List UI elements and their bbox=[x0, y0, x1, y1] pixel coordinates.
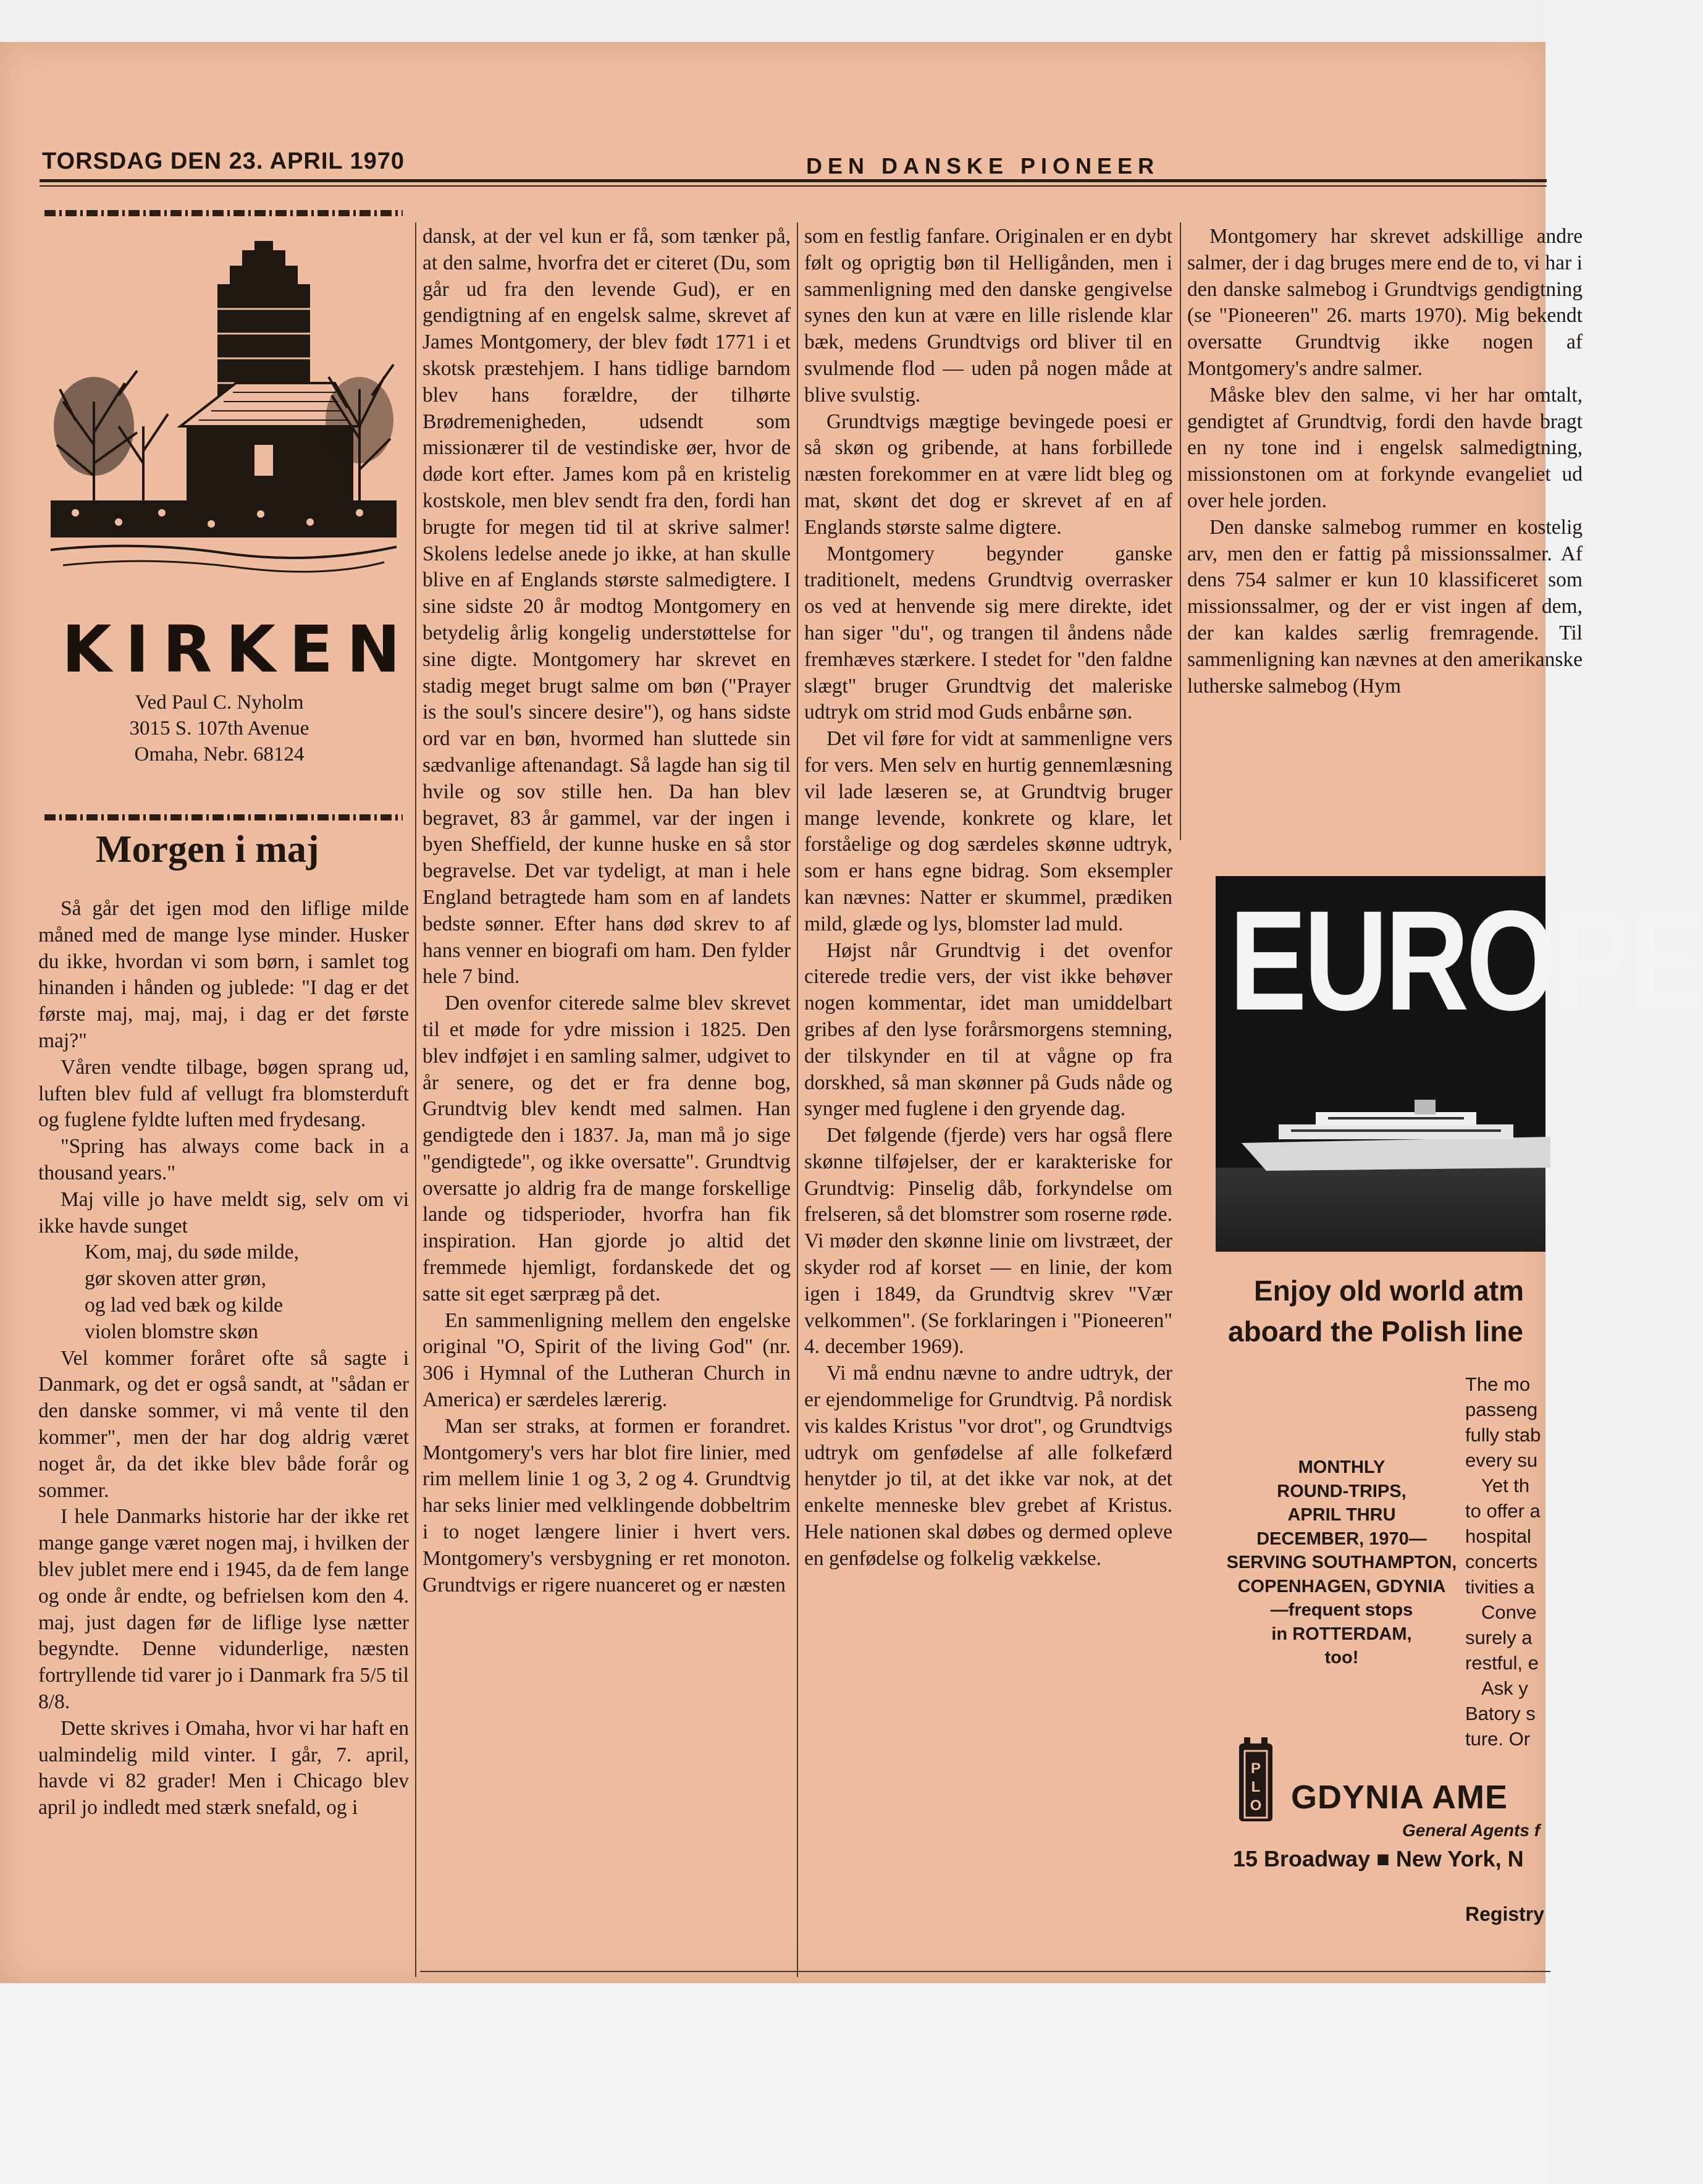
ad-agents-line: General Agents f bbox=[1402, 1821, 1541, 1840]
section-editor-address bbox=[74, 689, 364, 767]
paragraph: som en festlig fanfare. Originalen er en dybt følt og oprigtig bøn til Helligånden, men i sammenligning med den danske gengivelse synes den kun at være en lille rislende klar bæk, medens Grundtvigs ord bliver til en svulmende flod — uden på nogen måde at blive svulstig. bbox=[804, 225, 1172, 407]
masthead-rule-thin bbox=[40, 185, 1547, 187]
paragraph: Højst når Grundtvig i det ovenfor citerede tredie vers, der vist ikke behøver nogen kommentar, idet man umiddelbart gribes af den lyse forårsmorgens stemning, der tilskynder en til at vågne op fra dorskhed, så man skønner på Guds nåde og synger med fuglene i den gryende dag. bbox=[804, 938, 1172, 1121]
paragraph: En sammenligning mellem den engelske original "O, Spirit of the living God" (nr. 306 i Hymnal of the Lutheran Church in America) er særdeles lærerig. bbox=[423, 1309, 791, 1412]
svg-text:L: L bbox=[1251, 1779, 1261, 1795]
scan-background-top bbox=[0, 0, 1545, 43]
paragraph: Montgomery begynder ganske traditionelt, medens Grundtvig overrasker os ved at henvende sig mere direkte, idet han siger "du", og trangen til åndens nåde fremhæves stærkere. I stedet for "den faldne slægt" bruger Grundtvig det maleriske udtryk om strid mod Guds enbårne søn. bbox=[804, 542, 1172, 724]
editor-name: Ved Paul C. Nyholm bbox=[135, 691, 304, 714]
ad-headline: EUROPE bbox=[1229, 881, 1703, 1040]
paragraph: Så går det igen mod den liflige milde måned med de mange lyse minder. Husker du ikke, hvordan vi som børn, i samlet tog hinanden i hånden og jublede: "I dag er det første maj, maj, maj, i dag er det første maj?" bbox=[38, 897, 409, 1052]
ad-body-line: concerts bbox=[1465, 1551, 1538, 1572]
ad-body-line: fully stab bbox=[1465, 1424, 1541, 1446]
ad-body-line: Ask y bbox=[1481, 1677, 1528, 1699]
scan-background-bottom bbox=[0, 1983, 1545, 2184]
ad-body-line: passeng bbox=[1465, 1399, 1538, 1420]
gdynia-logo-icon bbox=[1237, 1737, 1275, 1824]
ad-body-line: to offer a bbox=[1465, 1500, 1541, 1522]
paragraph: dansk, at der vel kun er få, som tænker på, at den salme, hvorfra det er citeret (Du, som går ud fra den levende Gud), er en gendigtning af en engelsk salme, skrevet af James Montgomery, der blev født 1771 i et skotsk præstehjem. I hans tidlige barndom blev hans forældre, der tilhørte Brødremenigheden, udsendt som missionærer til de vestindiske øer, hvor de døde kort efter. James kom på en kristelig kostskole, men blev sendt fra den, fordi han brugte for megen tid til at skrive salmer! Skolens ledelse anede jo ikke, at han skulle blive en af Englands største salmedigtere. I sine sidste 20 år modtog Montgomery en betydelig årlig kongelig understøttelse for sine digte. Montgomery har skrevet en stadig meget brugt salme om bøn ("Prayer is the soul's sincere desire"), og hans sidste ord var en bøn, hvormed han sluttede sin sædvanlige aftenandagt. Så lagde han sig til hvile og sov stille hen. Da han blev begravet, 83 år gammel, var der ingen i byen Sheffield, der kunne huske en så stor begravelse. Det var tydeligt, at man i hele England betragtede ham som en af landets bedste sønner. Efter hans død skrev to af hans venner en biografi om ham. Den fylder hele 7 bind. bbox=[423, 225, 791, 989]
column-divider bbox=[415, 222, 416, 1977]
ad-tagline: Enjoy old world atm bbox=[1254, 1275, 1524, 1307]
ad-body-line: Batory s bbox=[1465, 1703, 1536, 1724]
svg-text:O: O bbox=[1250, 1797, 1262, 1814]
paragraph: Man ser straks, at formen er forandret. Montgomery's vers har blot fire linier, med rim mellem linie 1 og 3, 2 og 4. Grundtvig har seks linier med velklingende dobbeltrim i to noget længere linier i hvert vers. Montgomery's versbygning er ret monoton. Grundtvigs er rigere nuanceret og er næsten bbox=[423, 1414, 791, 1596]
column-divider bbox=[1180, 222, 1181, 840]
ad-body-line: every su bbox=[1465, 1449, 1538, 1471]
ad-body-line: Conve bbox=[1481, 1601, 1537, 1623]
paragraph: Vel kommer foråret ofte så sagte i Danmark, og det er også sandt, at "sådan er den danske sommer, vi må vente til den kommer", men der har dog aldrig været noget år, da det ikke blev både forår og sommer. bbox=[38, 1346, 409, 1502]
editor-street: 3015 S. 107th Avenue bbox=[129, 717, 309, 740]
poem-line: Kom, maj, du søde milde, bbox=[85, 1241, 300, 1264]
paragraph: Grundtvigs mægtige bevingede poesi er så skøn og gribende, at hans forbillede næsten forekommer en at være lidt bleg og mat, skønt det dog er skrevet af en af Englands største salme digtere. bbox=[804, 410, 1172, 539]
ad-schedule-line: COPENHAGEN, GDYNIA bbox=[1237, 1576, 1446, 1596]
ad-sea bbox=[1216, 1168, 1545, 1252]
ad-body-line: hospital bbox=[1465, 1525, 1531, 1547]
ad-registry: Registry bbox=[1465, 1903, 1545, 1925]
paragraph: Måske blev den salme, vi her har omtalt, gendigtet af Grundtvig, fordi den havde bragt en ny tone ind i engelsk salmedigtning, missionstonen om at forkynde evangeliet ud over hele jorden. bbox=[1187, 383, 1583, 512]
ad-tagline: aboard the Polish line bbox=[1228, 1315, 1523, 1347]
bottom-rule bbox=[420, 1971, 1550, 1972]
ornament-divider bbox=[44, 210, 403, 216]
article-column-4 bbox=[1187, 224, 1583, 699]
ad-body-line: surely a bbox=[1465, 1627, 1533, 1648]
ad-body-line: The mo bbox=[1465, 1373, 1531, 1395]
ad-schedule-line: —frequent stops bbox=[1270, 1600, 1413, 1620]
article-title: Morgen i maj bbox=[96, 828, 319, 871]
ad-body-line: tivities a bbox=[1465, 1576, 1534, 1598]
paragraph: I hele Danmarks historie har der ikke ret mange gange været nogen maj, i hvilken der blev jublet mere end i 1945, da de fem lange og onde år endte, og befrielsen kom den 4. maj, just dagen før de liflige lyse nætter begyndte. Denne vidunderlige, næsten fortryllende tid varer jo i Danmark fra 5/5 til 8/8. bbox=[38, 1505, 409, 1713]
ad-schedule-line: ROUND-TRIPS, bbox=[1277, 1481, 1407, 1501]
church-illustration bbox=[51, 241, 397, 575]
ad-schedule-line: too! bbox=[1324, 1648, 1359, 1668]
poem-line: violen blomstre skøn bbox=[85, 1320, 259, 1343]
ad-schedule-line: SERVING SOUTHAMPTON, bbox=[1226, 1553, 1457, 1572]
section-title: KIRKEN bbox=[62, 612, 414, 687]
ad-schedule-line: DECEMBER, 1970— bbox=[1256, 1528, 1427, 1549]
ad-schedule bbox=[1212, 1456, 1471, 1670]
article-column-2 bbox=[423, 224, 791, 1598]
ad-schedule-line: APRIL THRU bbox=[1287, 1505, 1396, 1525]
poem-line: og lad ved bæk og kilde bbox=[85, 1293, 283, 1317]
ad-address: 15 Broadway ■ New York, N bbox=[1233, 1846, 1524, 1871]
ad-company-name: GDYNIA AME bbox=[1291, 1779, 1508, 1816]
ornament-divider bbox=[44, 814, 403, 820]
poem-line: gør skoven atter grøn, bbox=[85, 1267, 266, 1291]
article-column-3 bbox=[804, 224, 1172, 1572]
article-column-1 bbox=[38, 896, 409, 1821]
paragraph: Dette skrives i Omaha, hvor vi har haft en ualmindelig mild vinter. I går, 7. april, havde vi 82 grader! Men i Chicago blev april jo indledt med stærk snefald, og i bbox=[38, 1716, 409, 1819]
paragraph: Det vil føre for vidt at sammenligne vers for vers. Men selv en hurtig gennemlæsning vil lade læseren se, at Grundtvig bruger mange levende, konkrete og klare, let forståelige og dog særdeles skønne udtryk, som er hans egne bidrag. Som eksempler kan nævnes: Natter er skummel, prædiken mild, glæde og lys, blomster lad muld. bbox=[804, 727, 1172, 935]
ad-body-text bbox=[1465, 1372, 1552, 1752]
paragraph: Vi må endnu nævne to andre udtryk, der er ejendommelige for Grundtvig. På nordisk vis kaldes Kristus "vor drot", og Grundtvigs udtryk om genfødelse af alle folkefærd henytder jo til, at det ikke var nok, at det enkelte menneske blev grebet af Kristus. Hele nationen skal døbes og dermed opleve en genfødelse og folkelig vækkelse. bbox=[804, 1362, 1172, 1570]
paragraph: Montgomery har skrevet adskillige andre salmer, der i dag bruges mere end de to, vi har i den danske salmebog i Grundtvigs gendigtning (se "Pioneeren" 26. marts 1970). Mig bekendt oversatte Grundtvig ikke nogen af Montgomery's andre salmer. bbox=[1187, 225, 1583, 380]
masthead-rule bbox=[40, 179, 1547, 182]
paragraph: Den ovenfor citerede salme blev skrevet til et møde for ydre mission i 1825. Den blev indføjet i en samling salmer, udgivet to år senere, og det er fra denne bog, Grundtvig blev kendt med salmen. Han gendigtede den i 1837. Ja, man må jo sige "gendigtede", og ikke oversatte". Grundtvig oversatte jo aldrig fra de mange forskellige lande og tidsperioder, hvorfra han fik inspiration. Han gjorde jo altid det fremmede hjemligt, fordanskede det og satte sit eget særpræg på det. bbox=[423, 992, 791, 1305]
column-divider bbox=[797, 222, 798, 1977]
ad-body-line: ture. Or bbox=[1465, 1728, 1531, 1750]
ad-schedule-line: MONTHLY bbox=[1298, 1457, 1386, 1477]
paragraph: "Spring has always come back in a thousand years." bbox=[38, 1135, 409, 1184]
poem-quote bbox=[38, 1239, 409, 1345]
ad-body-line: Yet th bbox=[1481, 1475, 1530, 1496]
issue-date: TORSDAG DEN 23. APRIL 1970 bbox=[42, 148, 405, 174]
ship-illustration bbox=[1242, 1100, 1550, 1174]
newspaper-name: DEN DANSKE PIONEER bbox=[806, 153, 1160, 179]
ad-schedule-line: in ROTTERDAM, bbox=[1271, 1624, 1412, 1644]
ad-body-line: restful, e bbox=[1465, 1652, 1539, 1674]
paragraph: Det følgende (fjerde) vers har også flere skønne tilføjelser, der er karakteriske for Grundtvig: Pinselig dåb, forkyndelse om frelseren, så det blomstrer som roserne røde. Vi møder den skønne linie om livstræet, der skyder rod af korset — en linie, der kom igen i 1849, da Grundtvig skrev "Vær velkommen". (Se forklaringen i "Pioneeren" 4. december 1969). bbox=[804, 1124, 1172, 1359]
paragraph: Maj ville jo have meldt sig, selv om vi ikke havde sunget bbox=[38, 1187, 409, 1237]
paragraph: Den danske salmebog rummer en kostelig arv, men den er fattig på missionssalmer. Af dens 754 salmer er kun 10 klassificeret som missionssalmer, og der er vist ingen af dem, der kan kaldes særlig fremragende. Til sammenligning kan nævnes at den amerikanske lutherske salmebog (Hym bbox=[1187, 515, 1583, 698]
svg-text:P: P bbox=[1250, 1760, 1261, 1777]
editor-city: Omaha, Nebr. 68124 bbox=[134, 743, 305, 765]
paragraph: Våren vendte tilbage, bøgen sprang ud, luften blev fuld af vellugt fra blomsterduft og fuglene fyldte luften med frydesang. bbox=[38, 1055, 409, 1132]
